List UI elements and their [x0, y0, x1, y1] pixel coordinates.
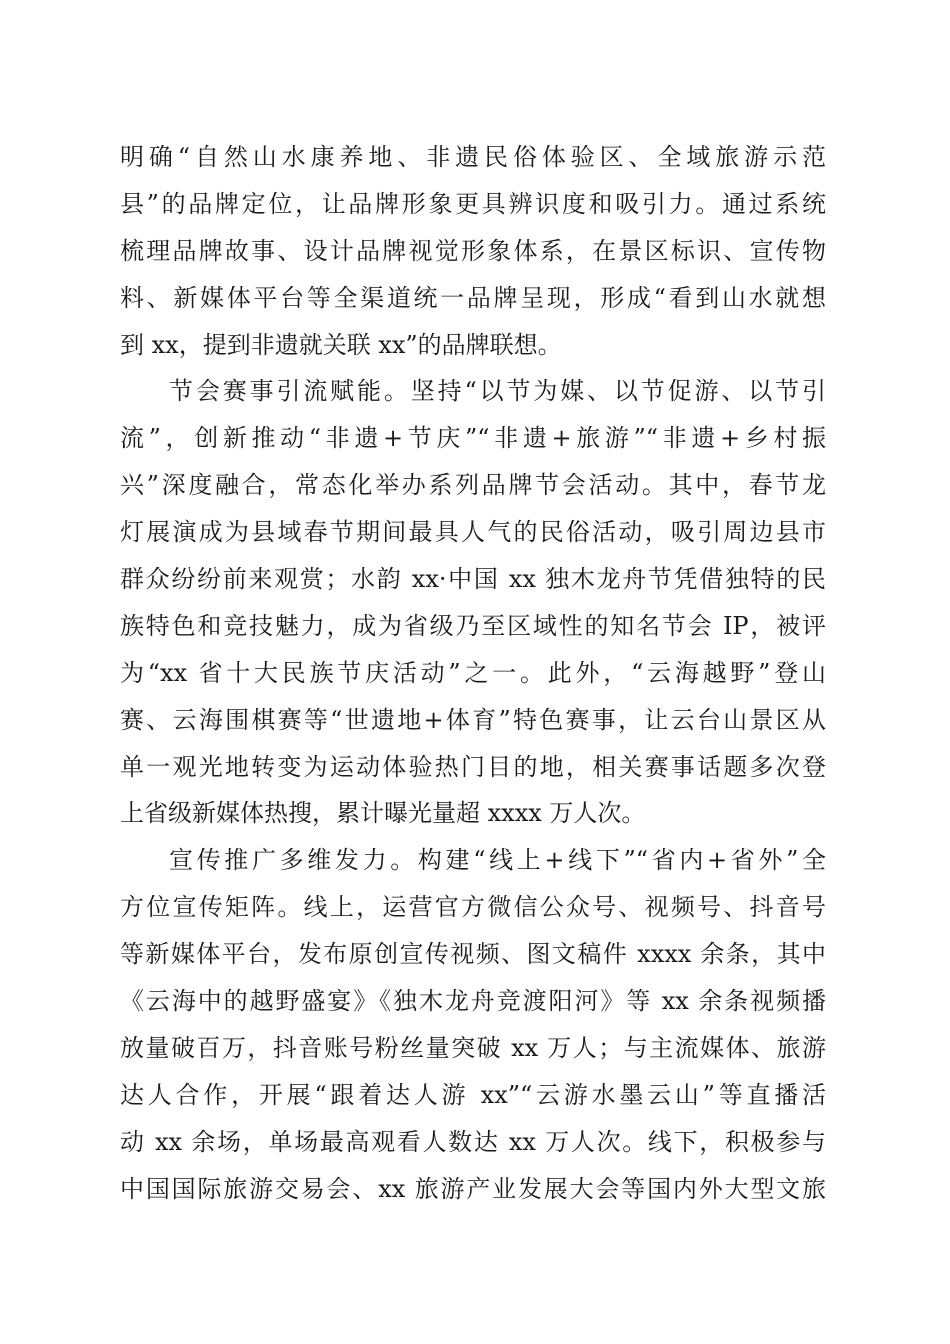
text-line: 族特色和竞技魅力，成为省级乃至区域性的知名节会 IP，被评: [120, 611, 826, 640]
text-line: 县”的品牌定位，让品牌形象更具辨识度和吸引力。通过系统: [120, 189, 826, 218]
text-line: 兴”深度融合，常态化举办系列品牌节会活动。其中，春节龙: [120, 471, 826, 500]
text-line: 动 xx 余场，单场最高观看人数达 xx 万人次。线下，积极参与: [120, 1127, 826, 1156]
text-line: 《云海中的越野盛宴》《独木龙舟竞渡阳河》等 xx 余条视频播: [120, 987, 826, 1016]
text-line: 上省级新媒体热搜，累计曝光量超 xxxx 万人次。: [120, 799, 646, 828]
text-line: 等新媒体平台，发布原创宣传视频、图文稿件 xxxx 余条，其中: [120, 940, 826, 969]
text-line: 为“xx 省十大民族节庆活动”之一。此外，“云海越野”登山: [120, 658, 826, 687]
text-line: 宣传推广多维发力。构建“线上+线下”“省内+省外”全: [169, 846, 826, 875]
text-line: 流”，创新推动“非遗+节庆”“非遗+旅游”“非遗+乡村振: [120, 424, 826, 453]
document-body: [120, 134, 826, 1212]
paragraph-brand-positioning: [120, 134, 826, 368]
text-line: 方位宣传矩阵。线上，运营官方微信公众号、视频号、抖音号: [120, 893, 826, 922]
paragraph-promotion: [120, 837, 826, 1212]
text-line: 到 xx，提到非遗就关联 xx”的品牌联想。: [120, 330, 562, 359]
paragraph-festival-events: [120, 368, 826, 837]
text-line: 明确“自然山水康养地、非遗民俗体验区、全域旅游示范: [120, 143, 826, 171]
text-line: 单一观光地转变为运动体验热门目的地，相关赛事话题多次登: [120, 752, 826, 781]
text-line: 料、新媒体平台等全渠道统一品牌呈现，形成“看到山水就想: [120, 283, 826, 312]
text-line: 赛、云海围棋赛等“世遗地+体育”特色赛事，让云台山景区从: [120, 705, 826, 734]
text-line: 群众纷纷前来观赏；水韵 xx·中国 xx 独木龙舟节凭借独特的民: [120, 565, 826, 594]
text-line: 梳理品牌故事、设计品牌视觉形象体系，在景区标识、宣传物: [120, 236, 826, 265]
text-line: 放量破百万，抖音账号粉丝量突破 xx 万人；与主流媒体、旅游: [120, 1033, 826, 1062]
text-line: 中国国际旅游交易会、xx 旅游产业发展大会等国内外大型文旅: [120, 1174, 826, 1203]
text-line: 节会赛事引流赋能。坚持“以节为媒、以节促游、以节引: [169, 377, 826, 406]
text-line: 灯展演成为县域春节期间最具人气的民俗活动，吸引周边县市: [120, 518, 826, 547]
text-line: 达人合作，开展“跟着达人游 xx”“云游水墨云山”等直播活: [120, 1080, 826, 1109]
